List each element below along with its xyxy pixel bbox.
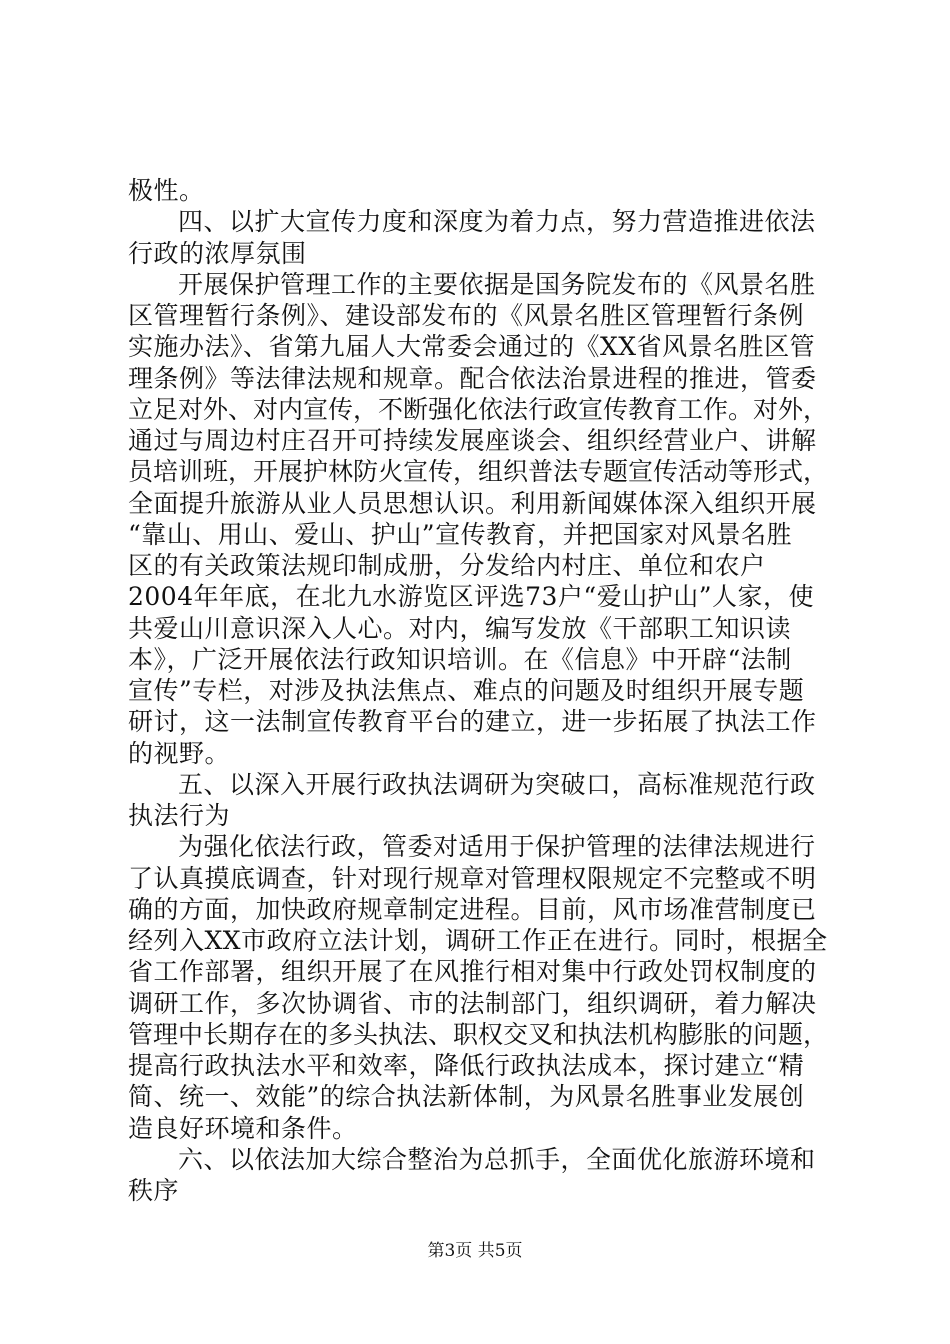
text-line: 造良好环境和条件。 — [128, 1113, 358, 1143]
text-line: 区管理暂行条例》、建设部发布的《风景名胜区管理暂行条例 — [128, 301, 805, 330]
text-line: 四、以扩大宣传力度和深度为着力点，努力营造推进依法 — [178, 207, 816, 237]
text-line: 经列入XX市政府立法计划，调研工作正在进行。同时，根据全 — [128, 926, 828, 955]
text-line: 开展保护管理工作的主要依据是国务院发布的《风景名胜 — [178, 269, 816, 299]
text-line: 调研工作，多次协调省、市的法制部门，组织调研，着力解决 — [128, 988, 817, 1018]
text-line: 2004年年底，在北九水游览区评选73户“爱山护山”人家，使 — [128, 582, 814, 612]
text-line: 宣传”专栏，对涉及执法焦点、难点的问题及时组织开展专题 — [128, 676, 805, 705]
text-line: 了认真摸底调查，针对现行规章对管理权限规定不完整或不明 — [128, 863, 817, 893]
text-line: 全面提升旅游从业人员思想认识。利用新闻媒体深入组织开展 — [128, 488, 817, 518]
text-line: 六、以依法加大综合整治为总抓手，全面优化旅游环境和 — [178, 1144, 816, 1174]
text-line: 省工作部署，组织开展了在风推行相对集中行政处罚权制度的 — [128, 957, 817, 987]
text-line: 确的方面，加快政府规章制定进程。目前，风市场准营制度已 — [128, 894, 817, 924]
text-line: 区的有关政策法规印制成册，分发给内村庄、单位和农户 — [128, 551, 766, 580]
text-line: 行政的浓厚氛围 — [128, 238, 307, 268]
text-line: 管理中长期存在的多头执法、职权交叉和执法机构膨胀的问题， — [128, 1019, 829, 1049]
text-line: 提高行政执法水平和效率，降低行政执法成本，探讨建立“精 — [128, 1051, 805, 1080]
text-line: 执法行为 — [128, 801, 231, 830]
text-line: 研讨，这一法制宣传教育平台的建立，进一步拓展了执法工作 — [128, 707, 817, 737]
text-line: 为强化依法行政，管委对适用于保护管理的法律法规进行 — [178, 832, 816, 862]
text-line: 员培训班，开展护林防火宣传，组织普法专题宣传活动等形式， — [128, 457, 829, 487]
text-line: 通过与周边村庄召开可持续发展座谈会、组织经营业户、讲解 — [128, 426, 817, 455]
text-line: 简、统一、效能”的综合执法新体制，为风景名胜事业发展创 — [128, 1082, 805, 1112]
text-line: 理条例》等法律法规和规章。配合依法治景进程的推进，管委 — [128, 363, 817, 393]
text-line: 的视野。 — [128, 738, 231, 768]
text-line: 立足对外、对内宣传，不断强化依法行政宣传教育工作。对外， — [128, 394, 829, 424]
text-line: 极性。 — [128, 176, 205, 205]
text-line: 五、以深入开展行政执法调研为突破口，高标准规范行政 — [178, 769, 816, 799]
text-line: “靠山、用山、爱山、护山”宣传教育，并把国家对风景名胜 — [128, 519, 793, 549]
text-line: 本》，广泛开展依法行政知识培训。在《信息》中开辟“法制 — [128, 644, 792, 674]
text-line: 实施办法》、省第九届人大常委会通过的《XX省风景名胜区管 — [128, 332, 816, 362]
page-footer: 第3页 共5页 — [427, 1241, 523, 1261]
text-line: 秩序 — [128, 1176, 180, 1205]
text-line: 共爱山川意识深入人心。对内，编写发放《干部职工知识读 — [128, 613, 792, 643]
